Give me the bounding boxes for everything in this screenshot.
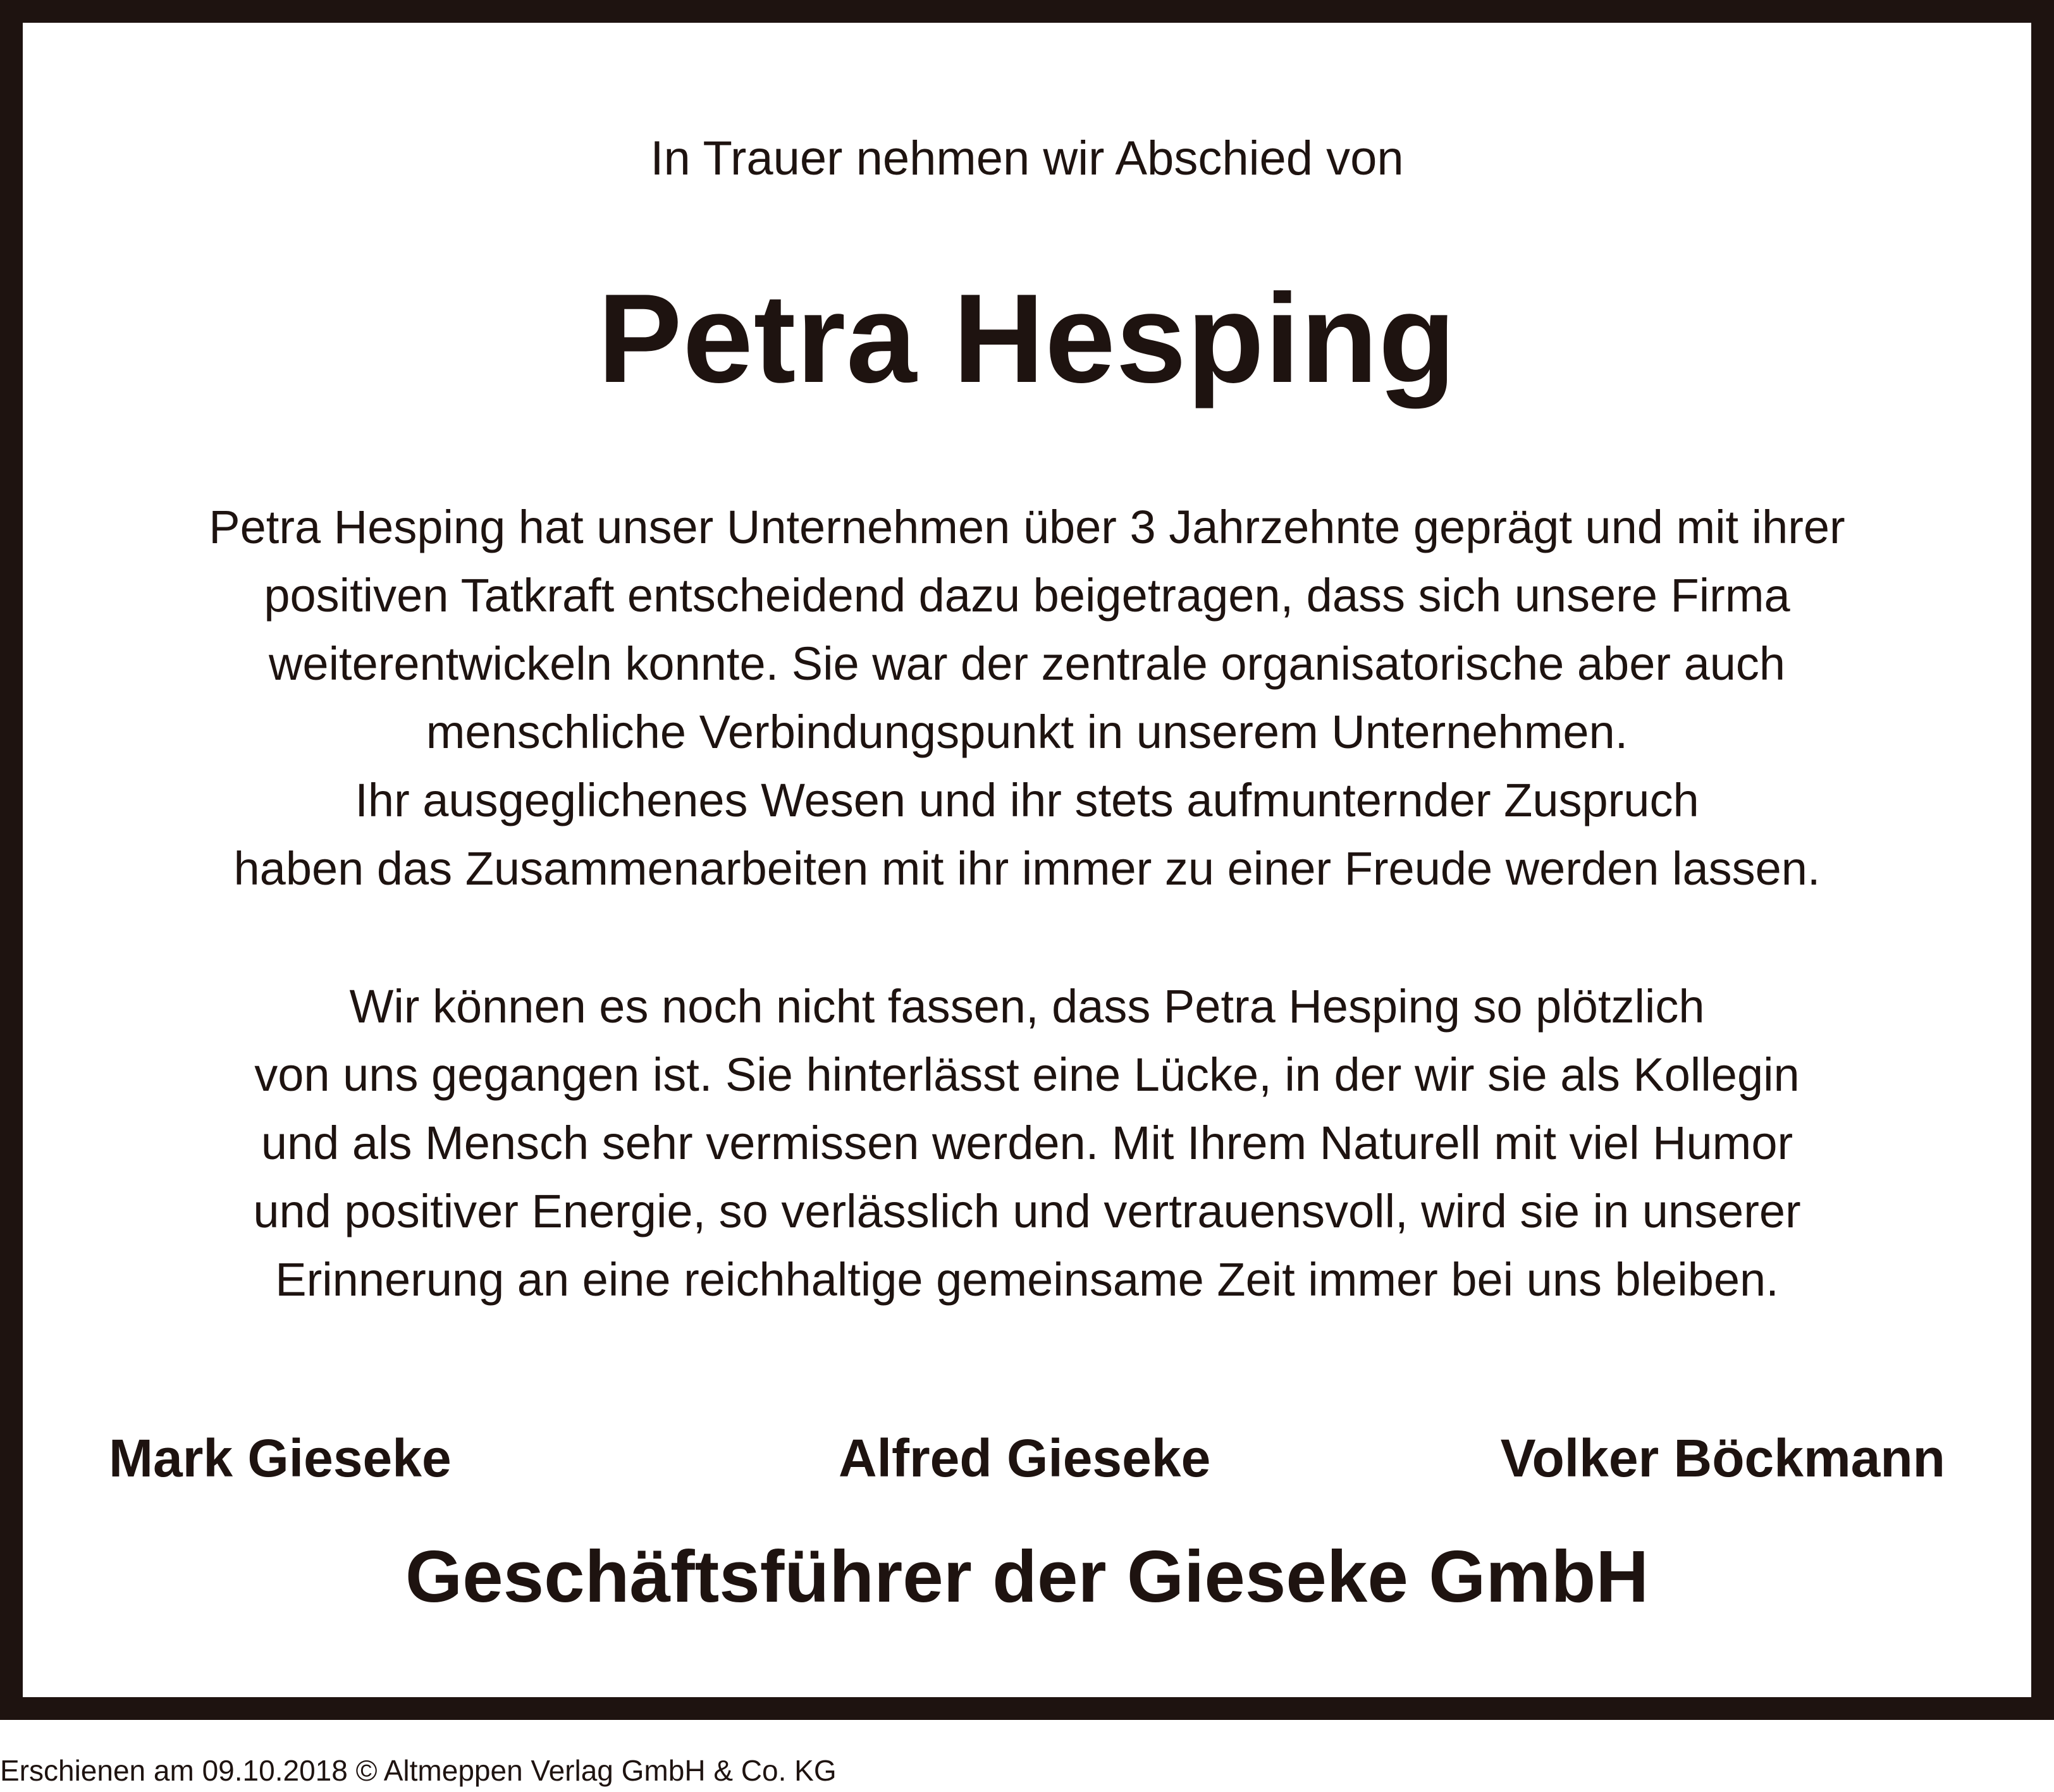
text-line: von uns gegangen ist. Sie hinterlässt eine Lücke, in der wir sie als Kollegin	[254, 1048, 1800, 1101]
text-line: und positiver Energie, so verlässlich und vertrauensvoll, wird sie in unserer	[253, 1185, 1801, 1237]
text-line: weiterentwickeln konnte. Sie war der zentrale organisatorische aber auch	[268, 637, 1786, 690]
text-line: Petra Hesping hat unser Unternehmen über 3 Jahrzehnte geprägt und mit ihrer	[209, 501, 1845, 553]
deceased-name: Petra Hesping	[598, 268, 1456, 409]
text-line: Ihr ausgeglichenes Wesen und ihr stets aufmunternder Zuspruch	[355, 774, 1699, 826]
tribute-paragraph-2	[23, 973, 2031, 1314]
text-line: und als Mensch sehr vermissen werden. Mit Ihrem Naturell mit viel Humor	[261, 1117, 1793, 1169]
publication-footer: Erschienen am 09.10.2018 © Altmeppen Verlag GmbH & Co. KG	[0, 1754, 837, 1787]
text-line: Wir können es noch nicht fassen, dass Petra Hesping so plötzlich	[349, 980, 1705, 1033]
text-line: haben das Zusammenarbeiten mit ihr immer zu einer Freude werden lassen.	[233, 842, 1821, 895]
signatory-volker-boeckmann: Volker Böckmann	[1500, 1428, 1945, 1488]
intro-line: In Trauer nehmen wir Abschied von	[650, 132, 1404, 185]
signatory-mark-gieseke: Mark Gieseke	[109, 1428, 452, 1488]
text-line: Erinnerung an eine reichhaltige gemeinsame Zeit immer bei uns bleiben.	[275, 1253, 1779, 1306]
signatory-alfred-gieseke: Alfred Gieseke	[839, 1428, 1211, 1488]
company-line: Geschäftsführer der Gieseke GmbH	[405, 1535, 1649, 1617]
text-line: menschliche Verbindungspunkt in unserem Unternehmen.	[426, 706, 1628, 758]
tribute-paragraph-1	[23, 493, 2031, 903]
text-line: positiven Tatkraft entscheidend dazu beigetragen, dass sich unsere Firma	[264, 569, 1790, 622]
